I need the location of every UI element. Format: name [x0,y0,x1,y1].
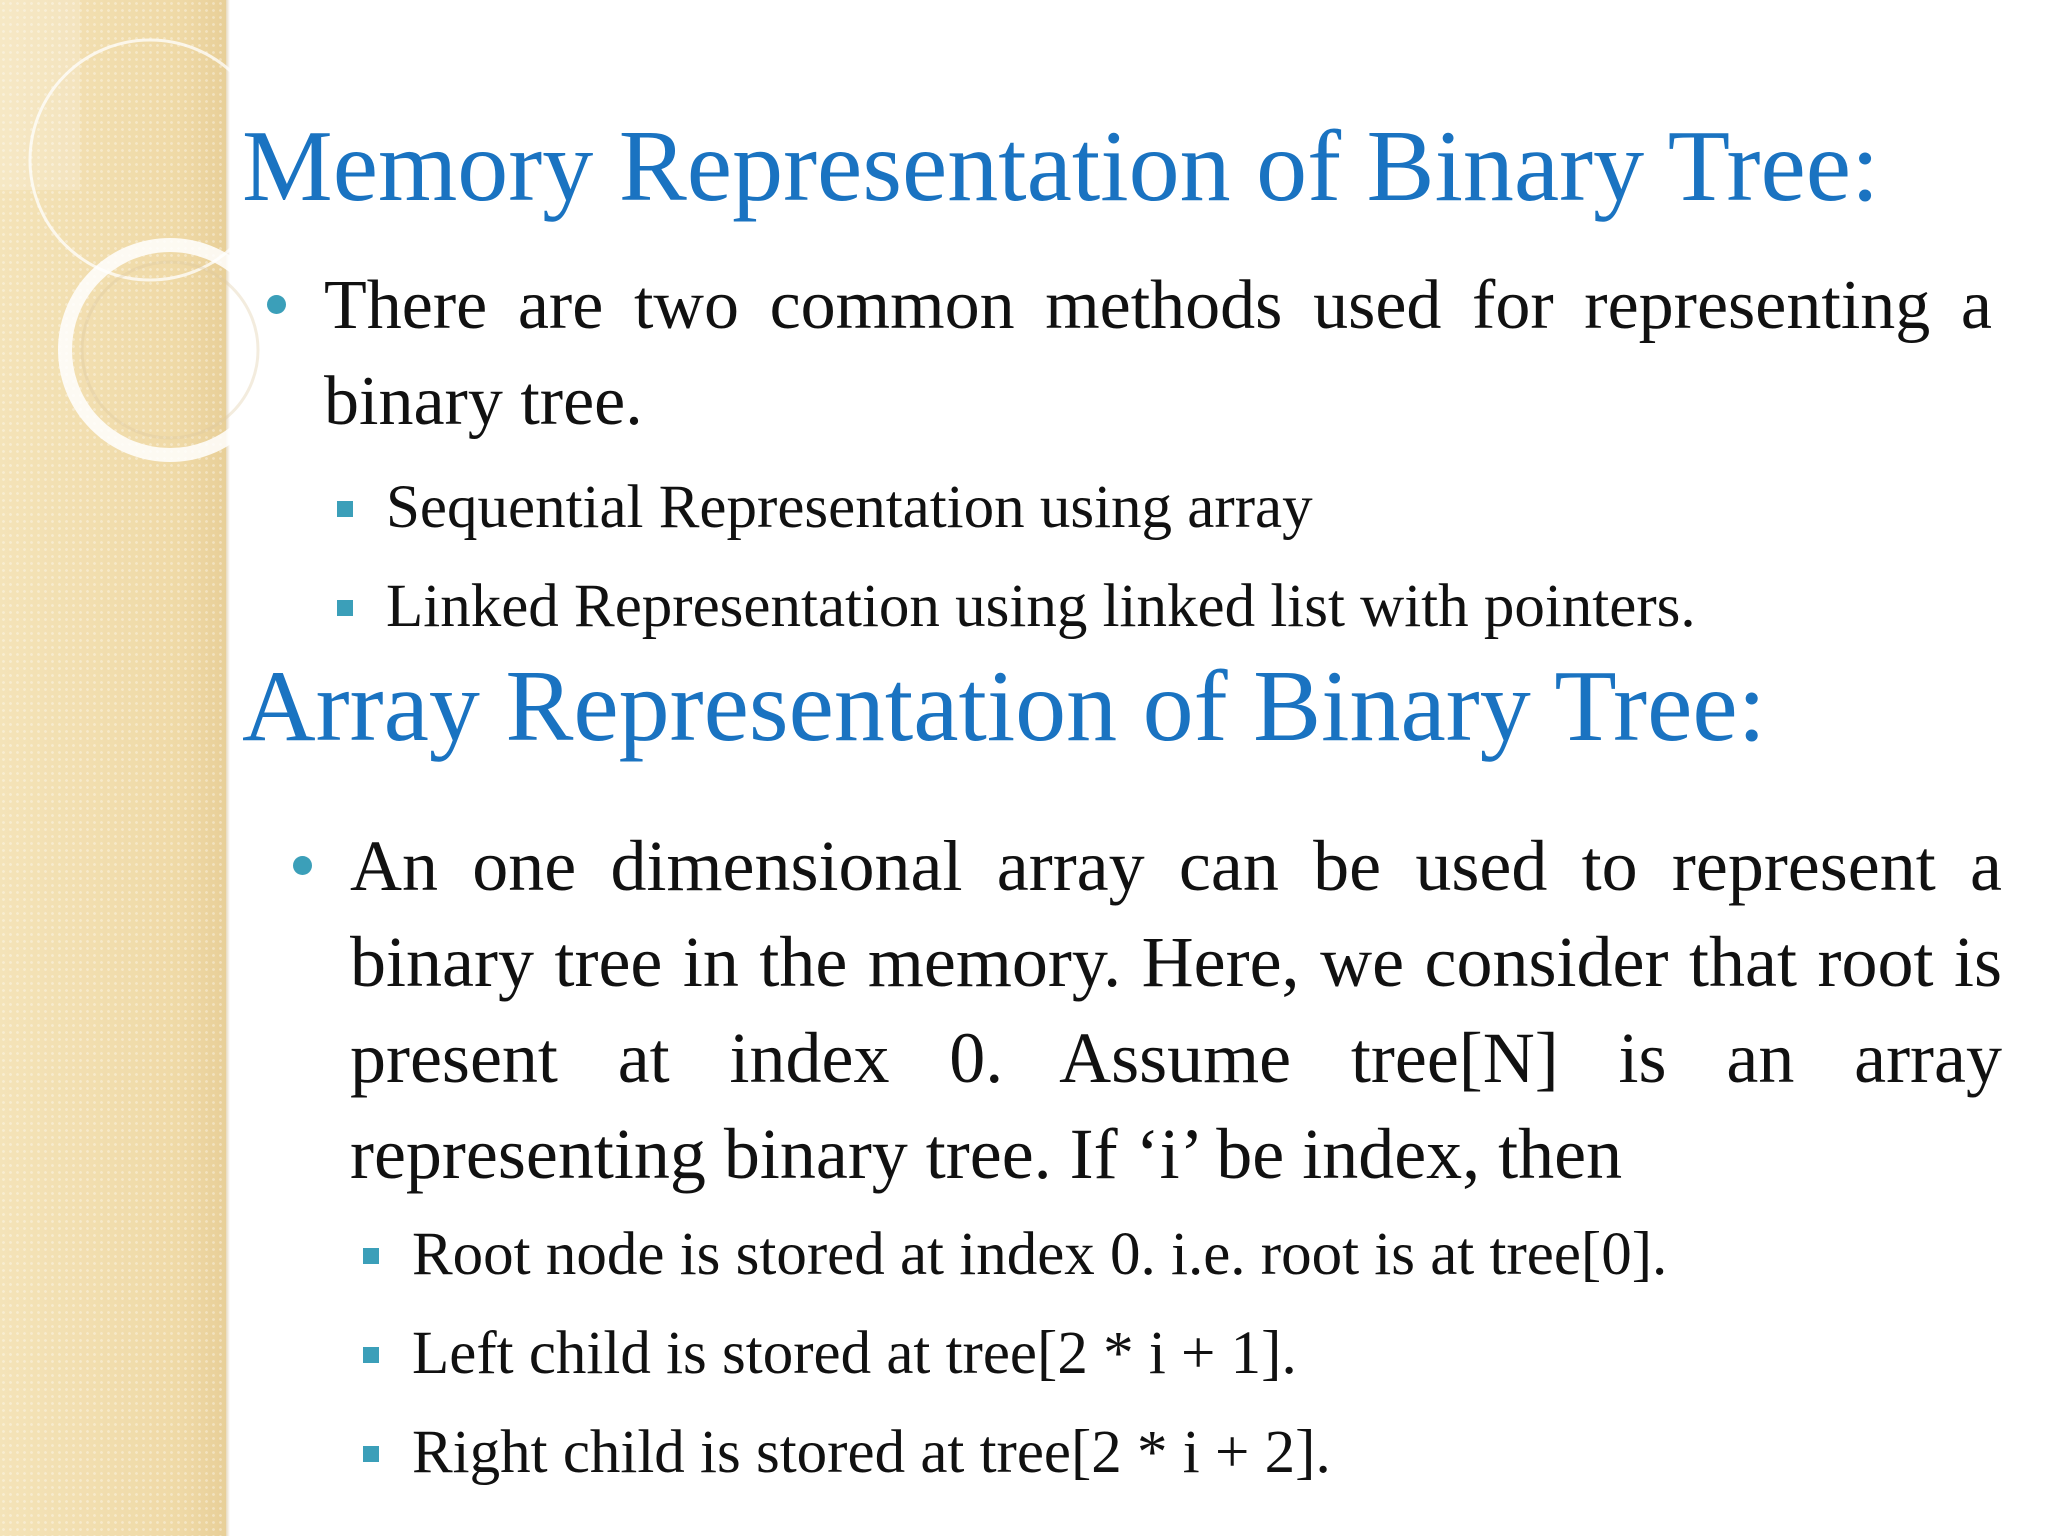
sub-item-text: Right child is stored at tree[2 * i + 2]. [412,1419,1331,1486]
square-bullet-icon [337,501,353,517]
bullet-one-dimensional-array [350,818,2002,1202]
sub-item-text: Left child is stored at tree[2 * i + 1]. [412,1320,1297,1387]
square-bullet-icon [363,1347,379,1363]
square-bullet-icon [337,600,353,616]
square-bullet-icon [363,1446,379,1462]
sub-item-right-child [412,1417,1331,1489]
round-bullet-icon [293,856,312,875]
round-bullet-icon [267,295,286,314]
sub-item-text: Sequential Representation using array [386,474,1313,541]
sub-item-linked [386,571,1696,643]
slide-title-array-representation: Array Representation of Binary Tree: [242,650,1766,763]
sub-item-text: Linked Representation using linked list with pointers. [386,573,1696,640]
sub-item-root-node [412,1219,1667,1291]
bullet-text: An one dimensional array can be used to represent a binary tree in the memory. Here, we consider that root is present at index 0. Assume tree[N] is an array representing binary tree. If ‘i’ be index, then [350,826,2002,1194]
sub-item-left-child [412,1318,1297,1390]
sub-item-sequential [386,472,1313,544]
bullet-two-methods [324,258,1992,450]
square-bullet-icon [363,1248,379,1264]
sub-item-text: Root node is stored at index 0. i.e. root is at tree[0]. [412,1221,1668,1288]
bullet-text: There are two common methods used for representing a binary tree. [324,267,1992,440]
slide-title-memory-representation: Memory Representation of Binary Tree: [242,110,1880,223]
